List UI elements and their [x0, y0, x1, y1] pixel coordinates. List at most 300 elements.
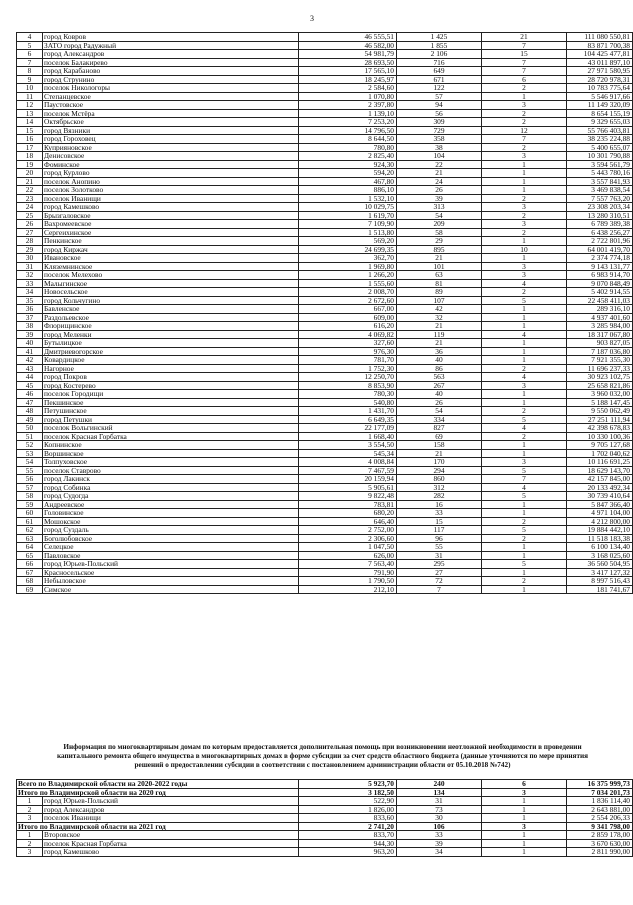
area-cell: 24 699,35 — [299, 245, 397, 254]
area-cell: 781,70 — [299, 356, 397, 365]
houses-cell: 5 — [482, 526, 567, 535]
amount-cell: 30 923 102,75 — [567, 373, 633, 382]
row-number: 58 — [17, 492, 43, 501]
residents-cell: 54 — [397, 211, 482, 220]
municipality-name: поселок Иванищи — [43, 194, 299, 203]
table-row — [17, 41, 633, 50]
amount-cell: 104 425 477,81 — [567, 50, 633, 59]
municipality-name: поселок Анопино — [43, 177, 299, 186]
table-row — [17, 75, 633, 84]
residents-cell: 117 — [397, 526, 482, 535]
houses-cell: 12 — [482, 126, 567, 135]
row-number: 64 — [17, 543, 43, 552]
table-row — [17, 101, 633, 110]
row-number: 51 — [17, 432, 43, 441]
houses-cell: 5 — [482, 560, 567, 569]
area-cell: 2 752,00 — [299, 526, 397, 535]
municipality-name: Воршинское — [43, 449, 299, 458]
houses-cell: 1 — [482, 805, 567, 814]
table-row — [17, 390, 633, 399]
municipality-name: Малыгинское — [43, 279, 299, 288]
table-row — [17, 517, 633, 526]
row-number: 66 — [17, 560, 43, 569]
area-cell: 4 008,84 — [299, 458, 397, 467]
amount-cell: 3 469 838,54 — [567, 186, 633, 195]
houses-cell: 7 — [482, 41, 567, 50]
area-cell: 9 822,48 — [299, 492, 397, 501]
row-number: 20 — [17, 169, 43, 178]
houses-cell: 2 — [482, 143, 567, 152]
area-cell: 5 923,70 — [299, 780, 397, 789]
row-number: 49 — [17, 415, 43, 424]
municipality-name: город Киржач — [43, 245, 299, 254]
table-row — [17, 228, 633, 237]
houses-cell: 1 — [482, 169, 567, 178]
residents-cell: 21 — [397, 339, 482, 348]
amount-cell: 8 997 516,43 — [567, 577, 633, 586]
amount-cell: 16 375 999,73 — [567, 780, 633, 789]
amount-cell: 2 859 178,00 — [567, 831, 633, 840]
houses-cell: 1 — [482, 585, 567, 594]
area-cell: 2 825,40 — [299, 152, 397, 161]
amount-cell: 42 157 845,00 — [567, 475, 633, 484]
row-number: 9 — [17, 75, 43, 84]
municipality-name: поселок Иванищи — [43, 814, 299, 823]
table-row — [17, 279, 633, 288]
residents-cell: 860 — [397, 475, 482, 484]
municipality-name: Новосельское — [43, 288, 299, 297]
municipality-name: Степанцевское — [43, 92, 299, 101]
table-row — [17, 483, 633, 492]
row-number: 15 — [17, 126, 43, 135]
summary-label: Итого по Владимирской области на 2020 год — [17, 788, 299, 797]
table-row — [17, 356, 633, 365]
municipality-name: город Судогда — [43, 492, 299, 501]
residents-cell: 101 — [397, 262, 482, 271]
houses-cell: 4 — [482, 483, 567, 492]
row-number: 61 — [17, 517, 43, 526]
table-row — [17, 585, 633, 594]
area-cell: 540,80 — [299, 398, 397, 407]
amount-cell: 9 550 062,49 — [567, 407, 633, 416]
municipality-name: Паустовское — [43, 101, 299, 110]
municipality-name: Бавленское — [43, 305, 299, 314]
summary-row — [17, 839, 633, 848]
houses-cell: 10 — [482, 245, 567, 254]
municipality-name: город Александров — [43, 50, 299, 59]
row-number: 57 — [17, 483, 43, 492]
amount-cell: 3 168 025,60 — [567, 551, 633, 560]
summary-row — [17, 797, 633, 806]
area-cell: 2 741,20 — [299, 822, 397, 831]
residents-cell: 33 — [397, 831, 482, 840]
amount-cell: 7 921 355,30 — [567, 356, 633, 365]
row-number: 60 — [17, 509, 43, 518]
row-number: 59 — [17, 500, 43, 509]
table-row — [17, 373, 633, 382]
residents-cell: 119 — [397, 330, 482, 339]
residents-cell: 267 — [397, 381, 482, 390]
summary-row — [17, 848, 633, 857]
houses-cell: 1 — [482, 237, 567, 246]
amount-cell: 25 658 821,86 — [567, 381, 633, 390]
houses-cell: 1 — [482, 500, 567, 509]
row-number: 1 — [17, 831, 43, 840]
table-row — [17, 415, 633, 424]
row-number: 68 — [17, 577, 43, 586]
table-row — [17, 466, 633, 475]
municipality-name: Фоминское — [43, 160, 299, 169]
area-cell: 1 431,70 — [299, 407, 397, 416]
area-cell: 17 565,10 — [299, 67, 397, 76]
summary-row — [17, 831, 633, 840]
area-cell: 4 069,82 — [299, 330, 397, 339]
row-number: 1 — [17, 797, 43, 806]
table-row — [17, 109, 633, 118]
houses-cell: 4 — [482, 330, 567, 339]
row-number: 33 — [17, 279, 43, 288]
amount-cell: 903 827,05 — [567, 339, 633, 348]
area-cell: 7 253,20 — [299, 118, 397, 127]
residents-cell: 33 — [397, 509, 482, 518]
houses-cell: 2 — [482, 194, 567, 203]
area-cell: 1 969,80 — [299, 262, 397, 271]
houses-cell: 1 — [482, 551, 567, 560]
residents-cell: 827 — [397, 424, 482, 433]
houses-cell: 7 — [482, 58, 567, 67]
amount-cell: 2 643 881,00 — [567, 805, 633, 814]
table-row — [17, 313, 633, 322]
municipality-name: город Юрьев-Польский — [43, 560, 299, 569]
residents-cell: 31 — [397, 797, 482, 806]
houses-cell: 2 — [482, 364, 567, 373]
residents-cell: 7 — [397, 585, 482, 594]
residents-cell: 26 — [397, 186, 482, 195]
area-cell: 2 584,60 — [299, 84, 397, 93]
residents-cell: 134 — [397, 788, 482, 797]
houses-cell: 6 — [482, 75, 567, 84]
amount-cell: 7 034 201,73 — [567, 788, 633, 797]
amount-cell: 11 696 237,33 — [567, 364, 633, 373]
table-row — [17, 296, 633, 305]
amount-cell: 4 212 800,00 — [567, 517, 633, 526]
area-cell: 1 555,60 — [299, 279, 397, 288]
row-number: 63 — [17, 534, 43, 543]
amount-cell: 2 811 990,00 — [567, 848, 633, 857]
amount-cell: 6 789 389,38 — [567, 220, 633, 229]
houses-cell: 1 — [482, 568, 567, 577]
houses-cell: 1 — [482, 254, 567, 263]
municipality-name: город Покров — [43, 373, 299, 382]
houses-cell: 1 — [482, 831, 567, 840]
municipality-name: Денисовское — [43, 152, 299, 161]
amount-cell: 4 937 401,60 — [567, 313, 633, 322]
amount-cell: 18 317 067,80 — [567, 330, 633, 339]
amount-cell: 3 285 984,00 — [567, 322, 633, 331]
row-number: 13 — [17, 109, 43, 118]
houses-cell: 1 — [482, 848, 567, 857]
municipality-name: Пенкинское — [43, 237, 299, 246]
table-row — [17, 245, 633, 254]
row-number: 8 — [17, 67, 43, 76]
residents-cell: 122 — [397, 84, 482, 93]
municipality-name: ЗАТО город Радужный — [43, 41, 299, 50]
residents-cell: 21 — [397, 449, 482, 458]
houses-cell: 2 — [482, 534, 567, 543]
municipality-name: город Собинка — [43, 483, 299, 492]
residents-cell: 295 — [397, 560, 482, 569]
row-number: 16 — [17, 135, 43, 144]
row-number: 22 — [17, 186, 43, 195]
municipality-name: город Камешково — [43, 203, 299, 212]
houses-cell: 7 — [482, 67, 567, 76]
summary-label: Всего по Владимирской области на 2020-2022 годы — [17, 780, 299, 789]
residents-cell: 21 — [397, 254, 482, 263]
municipality-name: Ковардицкое — [43, 356, 299, 365]
residents-cell: 240 — [397, 780, 482, 789]
municipality-name: город Камешково — [43, 848, 299, 857]
residents-cell: 42 — [397, 305, 482, 314]
amount-cell: 2 554 206,33 — [567, 814, 633, 823]
table-row — [17, 432, 633, 441]
houses-cell: 3 — [482, 271, 567, 280]
row-number: 3 — [17, 848, 43, 857]
houses-cell: 3 — [482, 458, 567, 467]
row-number: 41 — [17, 347, 43, 356]
residents-cell: 72 — [397, 577, 482, 586]
area-cell: 1 826,00 — [299, 805, 397, 814]
area-cell: 1 047,50 — [299, 543, 397, 552]
municipality-name: город Суздаль — [43, 526, 299, 535]
residents-cell: 73 — [397, 805, 482, 814]
residents-cell: 309 — [397, 118, 482, 127]
page-number: 3 — [310, 14, 314, 23]
amount-cell: 10 116 691,25 — [567, 458, 633, 467]
houses-cell: 1 — [482, 398, 567, 407]
row-number: 30 — [17, 254, 43, 263]
amount-cell: 9 329 655,03 — [567, 118, 633, 127]
area-cell: 3 182,50 — [299, 788, 397, 797]
table-row — [17, 143, 633, 152]
residents-cell: 58 — [397, 228, 482, 237]
table-row — [17, 126, 633, 135]
row-number: 19 — [17, 160, 43, 169]
amount-cell: 8 654 155,19 — [567, 109, 633, 118]
area-cell: 5 905,61 — [299, 483, 397, 492]
municipality-name: город Вязники — [43, 126, 299, 135]
amount-cell: 10 330 100,36 — [567, 432, 633, 441]
row-number: 65 — [17, 551, 43, 560]
row-number: 45 — [17, 381, 43, 390]
area-cell: 646,40 — [299, 517, 397, 526]
residents-cell: 16 — [397, 500, 482, 509]
amount-cell: 1 702 040,62 — [567, 449, 633, 458]
municipality-name: Толпуховское — [43, 458, 299, 467]
area-cell: 2 672,60 — [299, 296, 397, 305]
table-row — [17, 237, 633, 246]
table-row — [17, 577, 633, 586]
table-row — [17, 58, 633, 67]
residents-cell: 282 — [397, 492, 482, 501]
summary-label: Итого по Владимирской области на 2021 год — [17, 822, 299, 831]
row-number: 44 — [17, 373, 43, 382]
row-number: 56 — [17, 475, 43, 484]
amount-cell: 7 187 036,80 — [567, 347, 633, 356]
municipality-name: поселок Балакирево — [43, 58, 299, 67]
area-cell: 626,00 — [299, 551, 397, 560]
area-cell: 18 245,97 — [299, 75, 397, 84]
municipality-name: Вахромеевское — [43, 220, 299, 229]
area-cell: 680,20 — [299, 509, 397, 518]
row-number: 18 — [17, 152, 43, 161]
amount-cell: 5 847 366,40 — [567, 500, 633, 509]
row-number: 36 — [17, 305, 43, 314]
municipality-name: Петушинское — [43, 407, 299, 416]
houses-cell: 1 — [482, 839, 567, 848]
table-row — [17, 347, 633, 356]
houses-cell: 3 — [482, 262, 567, 271]
houses-cell: 1 — [482, 814, 567, 823]
row-number: 69 — [17, 585, 43, 594]
houses-cell: 4 — [482, 279, 567, 288]
amount-cell: 3 960 032,00 — [567, 390, 633, 399]
area-cell: 780,30 — [299, 390, 397, 399]
municipality-name: Селецкое — [43, 543, 299, 552]
amount-cell: 3 670 630,00 — [567, 839, 633, 848]
residents-cell: 15 — [397, 517, 482, 526]
table-row — [17, 135, 633, 144]
residents-cell: 716 — [397, 58, 482, 67]
residents-cell: 107 — [397, 296, 482, 305]
residents-cell: 294 — [397, 466, 482, 475]
municipality-name: поселок Мелехово — [43, 271, 299, 280]
row-number: 5 — [17, 41, 43, 50]
row-number: 2 — [17, 805, 43, 814]
residents-cell: 334 — [397, 415, 482, 424]
area-cell: 1 070,80 — [299, 92, 397, 101]
row-number: 43 — [17, 364, 43, 373]
table-row — [17, 84, 633, 93]
municipality-name: город Александров — [43, 805, 299, 814]
residents-cell: 63 — [397, 271, 482, 280]
amount-cell: 27 971 580,95 — [567, 67, 633, 76]
municipality-name: Ивановское — [43, 254, 299, 263]
houses-cell: 1 — [482, 305, 567, 314]
residents-cell: 26 — [397, 398, 482, 407]
note-text: Информация по многоквартирным домам по которым предоставляется дополнительная помощь при возникновении неотложной необходимости в проведении капитального ремонта общего имущества в многоквартирных домах в форме субсидии за счет средств областного бюджета (данные уточняются по мере принятия решений о предоставлении субсидии в соответствии с постановлением администрации области от 05.10.2018 №742) — [56, 743, 589, 769]
residents-cell: 649 — [397, 67, 482, 76]
area-cell: 46 555,51 — [299, 33, 397, 42]
area-cell: 212,10 — [299, 585, 397, 594]
table-row — [17, 381, 633, 390]
row-number: 14 — [17, 118, 43, 127]
municipality-name: Сергеихинское — [43, 228, 299, 237]
row-number: 3 — [17, 814, 43, 823]
area-cell: 1 532,10 — [299, 194, 397, 203]
row-number: 10 — [17, 84, 43, 93]
amount-cell: 1 836 114,40 — [567, 797, 633, 806]
row-number: 25 — [17, 211, 43, 220]
municipality-name: Павловское — [43, 551, 299, 560]
residents-cell: 31 — [397, 551, 482, 560]
area-cell: 522,90 — [299, 797, 397, 806]
municipality-name: поселок Золотково — [43, 186, 299, 195]
municipality-name: Второвское — [43, 831, 299, 840]
summary-row — [17, 805, 633, 814]
residents-cell: 313 — [397, 203, 482, 212]
houses-cell: 1 — [482, 797, 567, 806]
row-number: 35 — [17, 296, 43, 305]
houses-cell: 1 — [482, 186, 567, 195]
municipality-name: Красносельское — [43, 568, 299, 577]
amount-cell: 20 133 492,34 — [567, 483, 633, 492]
table-row — [17, 254, 633, 263]
houses-cell: 5 — [482, 415, 567, 424]
municipality-name: город Кольчугино — [43, 296, 299, 305]
table-row — [17, 534, 633, 543]
row-number: 21 — [17, 177, 43, 186]
area-cell: 783,81 — [299, 500, 397, 509]
table-row — [17, 449, 633, 458]
area-cell: 569,20 — [299, 237, 397, 246]
table-row — [17, 398, 633, 407]
houses-cell: 2 — [482, 211, 567, 220]
table-row — [17, 500, 633, 509]
area-cell: 594,20 — [299, 169, 397, 178]
amount-cell: 111 080 550,81 — [567, 33, 633, 42]
houses-cell: 3 — [482, 381, 567, 390]
residents-cell: 81 — [397, 279, 482, 288]
row-number: 6 — [17, 50, 43, 59]
row-number: 62 — [17, 526, 43, 535]
residents-cell: 158 — [397, 441, 482, 450]
area-cell: 10 029,75 — [299, 203, 397, 212]
municipality-name: город Юрьев-Польский — [43, 797, 299, 806]
municipality-name: город Струнино — [43, 75, 299, 84]
row-number: 55 — [17, 466, 43, 475]
area-cell: 1 139,10 — [299, 109, 397, 118]
municipality-name: город Курлово — [43, 169, 299, 178]
residents-cell: 39 — [397, 839, 482, 848]
houses-cell: 1 — [482, 356, 567, 365]
row-number: 11 — [17, 92, 43, 101]
municipality-name: Копнинское — [43, 441, 299, 450]
municipality-name: поселок Красная Горбатка — [43, 432, 299, 441]
residents-cell: 170 — [397, 458, 482, 467]
residents-cell: 358 — [397, 135, 482, 144]
amount-cell: 5 443 780,16 — [567, 169, 633, 178]
amount-cell: 6 100 134,40 — [567, 543, 633, 552]
area-cell: 7 467,59 — [299, 466, 397, 475]
residents-cell: 55 — [397, 543, 482, 552]
residents-cell: 29 — [397, 237, 482, 246]
area-cell: 28 693,50 — [299, 58, 397, 67]
residents-cell: 57 — [397, 92, 482, 101]
area-cell: 22 177,09 — [299, 424, 397, 433]
row-number: 27 — [17, 228, 43, 237]
amount-cell: 5 400 655,07 — [567, 143, 633, 152]
table-row — [17, 220, 633, 229]
area-cell: 1 790,50 — [299, 577, 397, 586]
houses-cell: 4 — [482, 373, 567, 382]
municipality-name: поселок Красная Горбатка — [43, 839, 299, 848]
residents-cell: 21 — [397, 322, 482, 331]
municipality-name: Нагорное — [43, 364, 299, 373]
area-cell: 7 563,40 — [299, 560, 397, 569]
residents-cell: 56 — [397, 109, 482, 118]
summary-total-row — [17, 788, 633, 797]
table-row — [17, 526, 633, 535]
